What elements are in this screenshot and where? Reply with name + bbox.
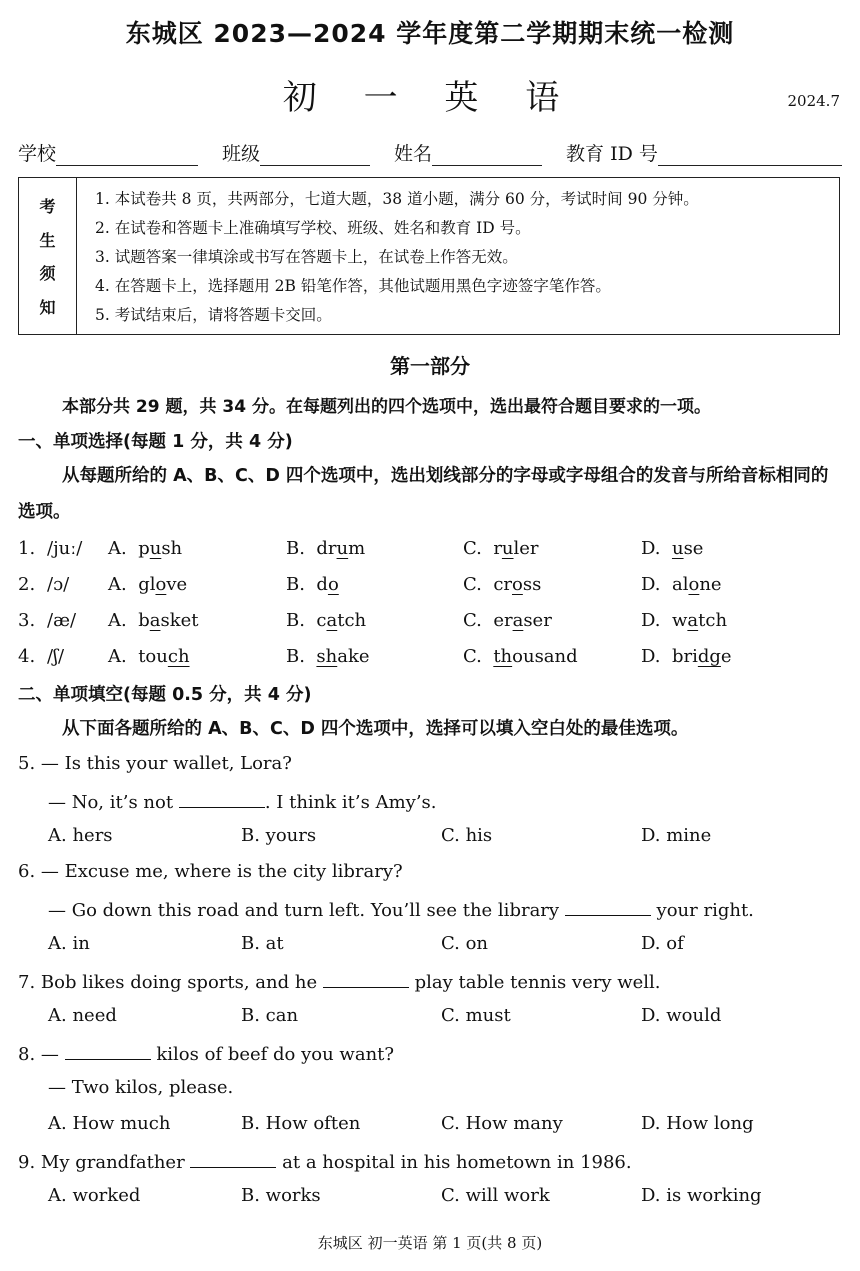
part-one-description: 本部分共 29 题，共 34 分。在每题列出的四个选项中，选出最符合题目要求的一项。 — [62, 397, 711, 417]
exam-date: 2024.7 — [787, 92, 840, 110]
question-row-2 — [0, 574, 860, 604]
question-row-4 — [0, 646, 860, 676]
student-info-line — [18, 136, 842, 166]
option-b[interactable]: B. can — [241, 1005, 299, 1026]
option-a[interactable]: A. basket — [108, 610, 199, 631]
question-row-1 — [0, 538, 860, 568]
q6-options — [0, 933, 860, 963]
notice-head-char: 知 — [39, 297, 56, 317]
option-a[interactable]: A. in — [48, 933, 90, 954]
option-c[interactable]: C. eraser — [463, 610, 552, 631]
section-two-title: 二、单项填空(每题 0.5 分，共 4 分) — [18, 685, 312, 705]
notice-head-char: 生 — [39, 230, 56, 250]
option-c[interactable]: C. will work — [441, 1185, 550, 1206]
option-d[interactable]: D. watch — [641, 610, 728, 631]
class-label: 班级 — [222, 143, 261, 165]
q9-prompt: 9. My grandfather at a hospital in his hometown in 1986. — [18, 1149, 632, 1173]
option-a[interactable]: A. touch — [108, 646, 190, 667]
phonetic-symbol: /æ/ — [47, 610, 77, 631]
question-number: 2. — [18, 574, 36, 595]
option-d[interactable]: D. alone — [641, 574, 722, 595]
id-label: 教育 ID 号 — [566, 143, 658, 165]
exam-notice-box — [18, 177, 840, 335]
section-two-instruction: 从下面各题所给的 A、B、C、D 四个选项中，选择可以填入空白处的最佳选项。 — [62, 719, 689, 739]
section-one-title: 一、单项选择(每题 1 分，共 4 分) — [18, 432, 293, 452]
option-b[interactable]: B. do — [286, 574, 339, 595]
subject-title: 初 一 英 语 — [282, 78, 578, 118]
school-label: 学校 — [18, 143, 57, 165]
notice-list — [77, 178, 839, 334]
option-a[interactable]: A. How much — [48, 1113, 171, 1134]
answer-blank[interactable] — [323, 969, 409, 988]
option-c[interactable]: C. cross — [463, 574, 542, 595]
option-b[interactable]: B. at — [241, 933, 284, 954]
q8-reply: — Two kilos, please. — [48, 1077, 234, 1098]
school-blank[interactable] — [56, 143, 198, 166]
notice-heading — [19, 178, 77, 334]
option-c[interactable]: C. ruler — [463, 538, 539, 559]
option-d[interactable]: D. of — [641, 933, 684, 954]
q8-options — [0, 1113, 860, 1143]
notice-item: 3. 试题答案一律填涂或书写在答题卡上，在试卷上作答无效。 — [95, 247, 518, 266]
name-blank[interactable] — [432, 143, 542, 166]
phonetic-symbol: /ʃ/ — [47, 646, 65, 667]
answer-blank[interactable] — [179, 789, 265, 808]
notice-item: 5. 考试结束后，请将答题卡交回。 — [95, 305, 332, 324]
q6-reply: — Go down this road and turn left. You’ll see the library your right. — [48, 897, 754, 921]
option-d[interactable]: D. use — [641, 538, 704, 559]
q8-prompt: 8. — kilos of beef do you want? — [18, 1041, 394, 1065]
option-b[interactable]: B. yours — [241, 825, 317, 846]
notice-head-char: 须 — [39, 264, 56, 284]
option-c[interactable]: C. thousand — [463, 646, 578, 667]
answer-blank[interactable] — [65, 1041, 151, 1060]
option-a[interactable]: A. need — [48, 1005, 117, 1026]
part-one-title: 第一部分 — [390, 354, 470, 378]
phonetic-symbol: /ɔ/ — [47, 574, 70, 595]
option-a[interactable]: A. worked — [48, 1185, 141, 1206]
option-b[interactable]: B. works — [241, 1185, 321, 1206]
phonetic-symbol: /juː/ — [47, 538, 83, 559]
q5-options — [0, 825, 860, 855]
notice-item: 2. 在试卷和答题卡上准确填写学校、班级、姓名和教育 ID 号。 — [95, 219, 531, 238]
page-footer: 东城区 初一英语 第 1 页(共 8 页) — [317, 1234, 543, 1252]
option-b[interactable]: B. drum — [286, 538, 366, 559]
option-b[interactable]: B. catch — [286, 610, 367, 631]
option-a[interactable]: A. glove — [108, 574, 188, 595]
notice-head-char: 考 — [39, 197, 56, 217]
id-blank[interactable] — [658, 143, 842, 166]
option-b[interactable]: B. How often — [241, 1113, 361, 1134]
option-a[interactable]: A. hers — [48, 825, 113, 846]
question-number: 3. — [18, 610, 36, 631]
exam-title: 东城区 2023—2024 学年度第二学期期末统一检测 — [125, 19, 735, 48]
option-d[interactable]: D. would — [641, 1005, 722, 1026]
q5-reply: — No, it’s not . I think it’s Amy’s. — [48, 789, 437, 813]
notice-item: 1. 本试卷共 8 页，共两部分，七道大题，38 道小题，满分 60 分，考试时间 90 分钟。 — [95, 190, 699, 209]
option-c[interactable]: C. must — [441, 1005, 511, 1026]
q6-prompt: 6. — Excuse me, where is the city library? — [18, 861, 403, 882]
answer-blank[interactable] — [565, 897, 651, 916]
q7-options — [0, 1005, 860, 1035]
option-d[interactable]: D. mine — [641, 825, 712, 846]
option-c[interactable]: C. How many — [441, 1113, 563, 1134]
section-one-instruction: 从每题所给的 A、B、C、D 四个选项中，选出划线部分的字母或字母组合的发音与所给音标相同的选项。 — [18, 466, 829, 522]
notice-item: 4. 在答题卡上，选择题用 2B 铅笔作答，其他试题用黑色字迹签字笔作答。 — [95, 276, 611, 295]
class-blank[interactable] — [260, 143, 370, 166]
question-row-3 — [0, 610, 860, 640]
q9-options — [0, 1185, 860, 1215]
option-c[interactable]: C. his — [441, 825, 493, 846]
option-c[interactable]: C. on — [441, 933, 489, 954]
option-a[interactable]: A. push — [108, 538, 183, 559]
option-d[interactable]: D. is working — [641, 1185, 762, 1206]
option-b[interactable]: B. shake — [286, 646, 370, 667]
q5-prompt: 5. — Is this your wallet, Lora? — [18, 753, 292, 774]
name-label: 姓名 — [394, 143, 433, 165]
q7-prompt: 7. Bob likes doing sports, and he play table tennis very well. — [18, 969, 661, 993]
option-d[interactable]: D. How long — [641, 1113, 754, 1134]
question-number: 1. — [18, 538, 36, 559]
option-d[interactable]: D. bridge — [641, 646, 732, 667]
answer-blank[interactable] — [190, 1149, 276, 1168]
question-number: 4. — [18, 646, 36, 667]
